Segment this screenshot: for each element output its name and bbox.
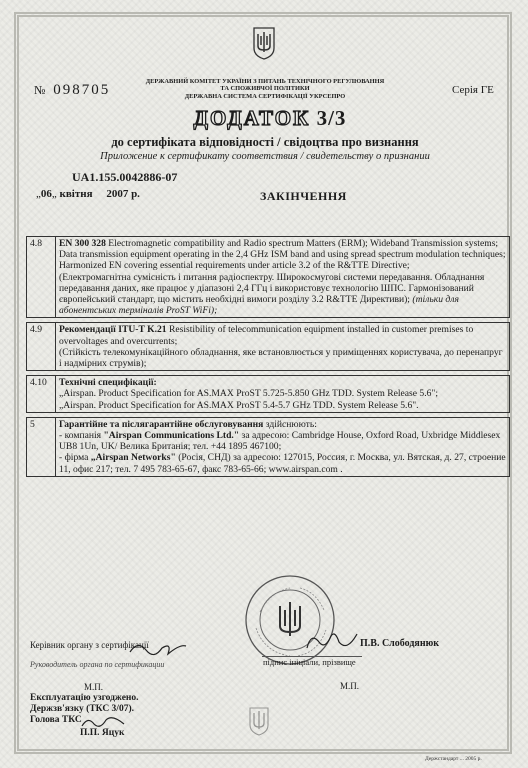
- seal-place-label: М.П.: [340, 681, 360, 691]
- row-text: - фірма: [59, 452, 91, 464]
- company-name: „Airspan Networks": [90, 452, 176, 464]
- row-content: [56, 417, 510, 476]
- row-lead: Рекомендації ITU-T K.21: [59, 324, 167, 336]
- title-page: 3/3: [316, 106, 347, 130]
- approval-line: Голова ТКС: [30, 715, 82, 725]
- serial-value: 098705: [53, 82, 111, 98]
- issuing-organization: [120, 78, 410, 100]
- trident-emblem-icon: [251, 26, 277, 60]
- row-text: Electromagnetic compatibility and Radio spectrum Matters (ERM); Wideband Transmission systems; Data transmission equipment operating in the 2,4 GHz ISM band and using spread spectrum modulation techniques; Harmonized EN covering essential requirements under article 3.2 of the R&TTE Directive;: [59, 238, 506, 272]
- date-year: 2007 р.: [106, 188, 140, 200]
- serial-label: №: [34, 83, 48, 97]
- table-row: [27, 376, 510, 413]
- conclusion-heading: ЗАКІНЧЕННЯ: [260, 189, 347, 203]
- approval-line: Держзв'язку (ТКС 3/07).: [30, 704, 134, 714]
- signatory-name: П.В. Слободянюк: [360, 638, 439, 649]
- row-content: [56, 376, 510, 413]
- table-row: [27, 237, 510, 318]
- row-text: (Росія, СНД) за адресою: 127015, Россия, г. Москва, ул. Вятская, д. 27, строение 11, офис 217; тел. 7 495 783-65-67, факс 783-65-66; www.airspan.com .: [59, 452, 506, 475]
- issue-date: „06„ квітня 2007 р.: [36, 188, 140, 200]
- row-content: [56, 237, 510, 318]
- company-name: "Airspan Communications Ltd.": [103, 430, 240, 442]
- approval-line: Експлуатацію узгоджено.: [30, 693, 139, 703]
- seal-place-label: М.П.: [84, 682, 104, 692]
- row-lead: Технічні специфікації:: [59, 377, 157, 389]
- row-lead: EN 300 328: [59, 238, 106, 249]
- row-lead: Гарантійне та післягарантійне обслуговування: [59, 418, 264, 430]
- row-text: за адресою: Cambridge House, Oxford Road, Uxbridge Middlesex UB8 1Un, UK/ Велика Британія; тел. +44 1895 467100;: [59, 430, 501, 453]
- standards-table: [26, 236, 510, 477]
- org-line: ДЕРЖАВНИЙ КОМІТЕТ УКРАЇНИ З ПИТАНЬ ТЕХНІЧНОГО РЕГУЛЮВАННЯ: [145, 78, 385, 85]
- row-number: 5: [27, 417, 56, 476]
- signature-caption: підпис ініціали, прізвище: [263, 657, 356, 667]
- row-text: (Стійкість телекомунікаційного обладнання, яке встановлюється у приміщеннях користувача, до перенапруг і надмірних струмів);: [59, 346, 503, 370]
- chief-name: П.П. Яцук: [80, 728, 125, 738]
- row-text: Resistibility of telecommunication equipment installed in customer premises to overvoltages and overcurrents;: [59, 324, 474, 347]
- row-note: (тільки для абонентських терміналів ProST WiFi);: [59, 294, 459, 317]
- print-footer: Держстандарт ... 2005 р.: [425, 756, 482, 762]
- title-main: ДОДАТОК: [193, 106, 311, 130]
- date-month: квітня: [59, 188, 93, 200]
- row-number: 4.8: [27, 237, 56, 318]
- handwritten-signature-icon: [305, 628, 360, 654]
- certificate-serial: [34, 82, 110, 99]
- certificate-number: UA1.155.0042886-07: [72, 170, 178, 184]
- row-number: 4.10: [27, 376, 56, 413]
- table-row: [27, 417, 510, 476]
- row-text: „Airspan. Product Specification for AS.MAX ProST 5.725-5.850 GHz TDD. System Release 5.6";: [59, 388, 439, 400]
- row-text: - компанія: [59, 430, 104, 442]
- org-line: ДЕРЖАВНА СИСТЕМА СЕРТИФІКАЦІЇ УКРСЕПРО: [184, 92, 346, 100]
- signatory-title: Керівник органу з сертифікації: [30, 640, 149, 650]
- row-text: „Airspan. Product Specification for AS.MAX ProST 5.4-5.7 GHz TDD. System Release 5.6".: [59, 399, 419, 411]
- row-content: [56, 323, 510, 371]
- series-label: Серія ГЕ: [452, 84, 494, 96]
- table-row: [27, 323, 510, 371]
- trident-watermark-icon: [248, 706, 270, 736]
- document-title: [140, 106, 400, 131]
- title-subtitle: до сертифіката відповідності / свідоцтва про визнання: [111, 135, 419, 149]
- date-day: 06: [40, 188, 52, 200]
- row-number: 4.9: [27, 323, 56, 371]
- org-line: ТА СПОЖИВЧОЇ ПОЛІТИКИ: [220, 85, 310, 93]
- row-text: здійснюють:: [263, 418, 317, 430]
- signatory-title-ru: Руководитель органа по сертификации: [30, 660, 165, 669]
- title-subtitle-ru: Приложение к сертификату соответствия / свидетельству о признании: [100, 151, 430, 162]
- row-text: (Електромагнітна сумісність і питання радіоспектру. Широкосмугові системи передавання. Обладнання передавання даних, яке працює у діапазоні 2,4 ГГц і використовує технологію ШПС. Гармонізований європейський стандарт, що містить необхідні вимоги розділу 3.2 R&TTE Директиви);: [59, 271, 485, 306]
